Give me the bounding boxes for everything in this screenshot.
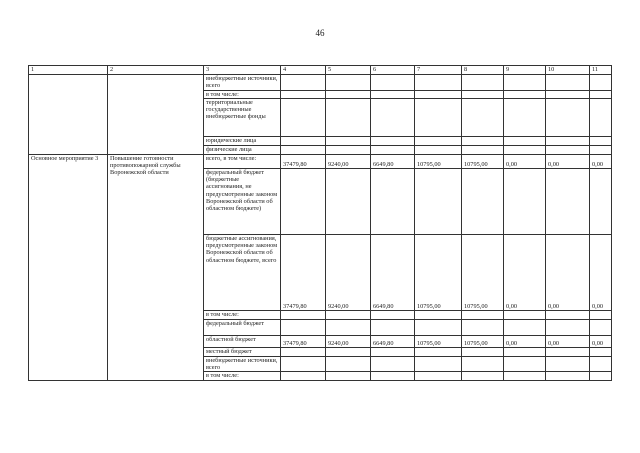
row-label: бюджетные ассигнования, предусмотренные законом Воронежской области об областном бюджете, всего — [204, 234, 281, 310]
header-cell: 9 — [504, 66, 546, 75]
value-cell — [504, 90, 546, 98]
header-cell: 3 — [204, 66, 281, 75]
value-cell — [371, 168, 415, 234]
value-cell — [546, 75, 590, 91]
value-cell — [546, 168, 590, 234]
header-cell: 10 — [546, 66, 590, 75]
value-cell — [415, 145, 462, 154]
value-cell — [504, 310, 546, 319]
value-cell — [371, 145, 415, 154]
value-cell: 10795,00 — [462, 335, 504, 347]
header-row — [29, 66, 612, 75]
value-cell — [462, 310, 504, 319]
row-label: территориальные государственные внебюджетные фонды — [204, 98, 281, 136]
value-cell — [326, 347, 371, 356]
value-cell — [326, 98, 371, 136]
value-cell — [281, 136, 326, 145]
row-label: в том числе: — [204, 372, 281, 380]
value-cell: 6649,80 — [371, 154, 415, 168]
row-label: физические лица — [204, 145, 281, 154]
value-cell — [504, 145, 546, 154]
value-cell — [415, 310, 462, 319]
value-cell — [326, 145, 371, 154]
row-label: внебюджетные источники, всего — [204, 75, 281, 91]
table-row — [29, 75, 612, 91]
value-cell: 9240,00 — [326, 234, 371, 310]
row-label: всего, в том числе: — [204, 154, 281, 168]
value-cell — [504, 319, 546, 335]
value-cell: 0,00 — [590, 335, 612, 347]
header-cell: 6 — [371, 66, 415, 75]
value-cell — [590, 319, 612, 335]
value-cell: 0,00 — [546, 335, 590, 347]
row-label: внебюджетные источники, всего — [204, 356, 281, 372]
page-number: 46 — [315, 28, 325, 38]
value-cell: 10795,00 — [415, 154, 462, 168]
value-cell: 10795,00 — [462, 154, 504, 168]
value-cell — [590, 136, 612, 145]
value-cell — [326, 90, 371, 98]
value-cell — [462, 90, 504, 98]
value-cell — [504, 347, 546, 356]
header-cell: 2 — [108, 66, 204, 75]
value-cell — [504, 75, 546, 91]
value-cell: 37479,80 — [281, 154, 326, 168]
value-cell — [371, 372, 415, 380]
value-cell — [371, 136, 415, 145]
value-cell: 9240,00 — [326, 335, 371, 347]
value-cell — [504, 356, 546, 372]
value-cell — [415, 168, 462, 234]
value-cell — [590, 168, 612, 234]
value-cell — [371, 98, 415, 136]
value-cell — [590, 372, 612, 380]
value-cell — [415, 90, 462, 98]
header-cell: 1 — [29, 66, 108, 75]
value-cell — [281, 356, 326, 372]
row-label: федеральный бюджет — [204, 319, 281, 335]
value-cell — [281, 98, 326, 136]
value-cell — [546, 310, 590, 319]
value-cell — [371, 310, 415, 319]
value-cell: 10795,00 — [415, 335, 462, 347]
value-cell — [371, 347, 415, 356]
value-cell — [326, 168, 371, 234]
value-cell — [415, 347, 462, 356]
value-cell: 9240,00 — [326, 154, 371, 168]
event-description: Повышение готовности противопожарной службы Воронежской области — [108, 154, 204, 380]
value-cell — [504, 136, 546, 145]
value-cell — [546, 136, 590, 145]
value-cell — [462, 372, 504, 380]
value-cell — [462, 347, 504, 356]
budget-table — [28, 65, 612, 381]
value-cell — [281, 145, 326, 154]
value-cell — [590, 310, 612, 319]
value-cell — [462, 168, 504, 234]
empty-cell — [108, 75, 204, 155]
value-cell — [281, 319, 326, 335]
table-row — [29, 154, 612, 168]
value-cell — [415, 372, 462, 380]
value-cell: 37479,80 — [281, 234, 326, 310]
value-cell — [281, 310, 326, 319]
event-name: Основное мероприятие 3 — [29, 154, 108, 380]
value-cell — [546, 372, 590, 380]
value-cell — [415, 75, 462, 91]
value-cell — [326, 356, 371, 372]
value-cell — [590, 98, 612, 136]
value-cell — [462, 319, 504, 335]
value-cell — [371, 319, 415, 335]
value-cell — [590, 90, 612, 98]
value-cell — [415, 98, 462, 136]
value-cell — [546, 145, 590, 154]
value-cell — [415, 356, 462, 372]
value-cell — [546, 356, 590, 372]
header-cell: 8 — [462, 66, 504, 75]
value-cell: 0,00 — [504, 335, 546, 347]
header-cell: 7 — [415, 66, 462, 75]
header-cell: 11 — [590, 66, 612, 75]
value-cell: 10795,00 — [415, 234, 462, 310]
value-cell — [590, 145, 612, 154]
value-cell — [326, 319, 371, 335]
row-label: в том числе: — [204, 90, 281, 98]
value-cell: 0,00 — [504, 154, 546, 168]
value-cell — [415, 319, 462, 335]
value-cell — [281, 75, 326, 91]
value-cell — [371, 356, 415, 372]
value-cell: 0,00 — [590, 154, 612, 168]
value-cell — [415, 136, 462, 145]
value-cell — [281, 347, 326, 356]
row-label: федеральный бюджет (бюджетные ассигнования, не предусмотренные законом Воронежской области об областном бюджете) — [204, 168, 281, 234]
value-cell — [462, 98, 504, 136]
value-cell — [326, 75, 371, 91]
header-cell: 5 — [326, 66, 371, 75]
value-cell — [590, 75, 612, 91]
value-cell: 6649,80 — [371, 335, 415, 347]
value-cell — [371, 75, 415, 91]
empty-cell — [29, 75, 108, 155]
value-cell: 0,00 — [504, 234, 546, 310]
value-cell: 0,00 — [546, 234, 590, 310]
value-cell — [504, 168, 546, 234]
value-cell — [462, 356, 504, 372]
value-cell — [281, 90, 326, 98]
value-cell — [281, 372, 326, 380]
value-cell — [326, 310, 371, 319]
value-cell — [590, 356, 612, 372]
value-cell — [546, 90, 590, 98]
value-cell: 6649,80 — [371, 234, 415, 310]
value-cell — [326, 136, 371, 145]
value-cell — [462, 75, 504, 91]
value-cell — [546, 98, 590, 136]
value-cell — [590, 347, 612, 356]
value-cell — [281, 168, 326, 234]
row-label: в том числе: — [204, 310, 281, 319]
value-cell — [462, 136, 504, 145]
value-cell: 37479,80 — [281, 335, 326, 347]
header-cell: 4 — [281, 66, 326, 75]
value-cell: 10795,00 — [462, 234, 504, 310]
value-cell: 0,00 — [546, 154, 590, 168]
value-cell — [546, 347, 590, 356]
value-cell: 0,00 — [590, 234, 612, 310]
value-cell — [326, 372, 371, 380]
value-cell — [462, 145, 504, 154]
row-label: юридические лица — [204, 136, 281, 145]
row-label: местный бюджет — [204, 347, 281, 356]
value-cell — [504, 372, 546, 380]
value-cell — [546, 319, 590, 335]
row-label: областной бюджет — [204, 335, 281, 347]
value-cell — [504, 98, 546, 136]
value-cell — [371, 90, 415, 98]
